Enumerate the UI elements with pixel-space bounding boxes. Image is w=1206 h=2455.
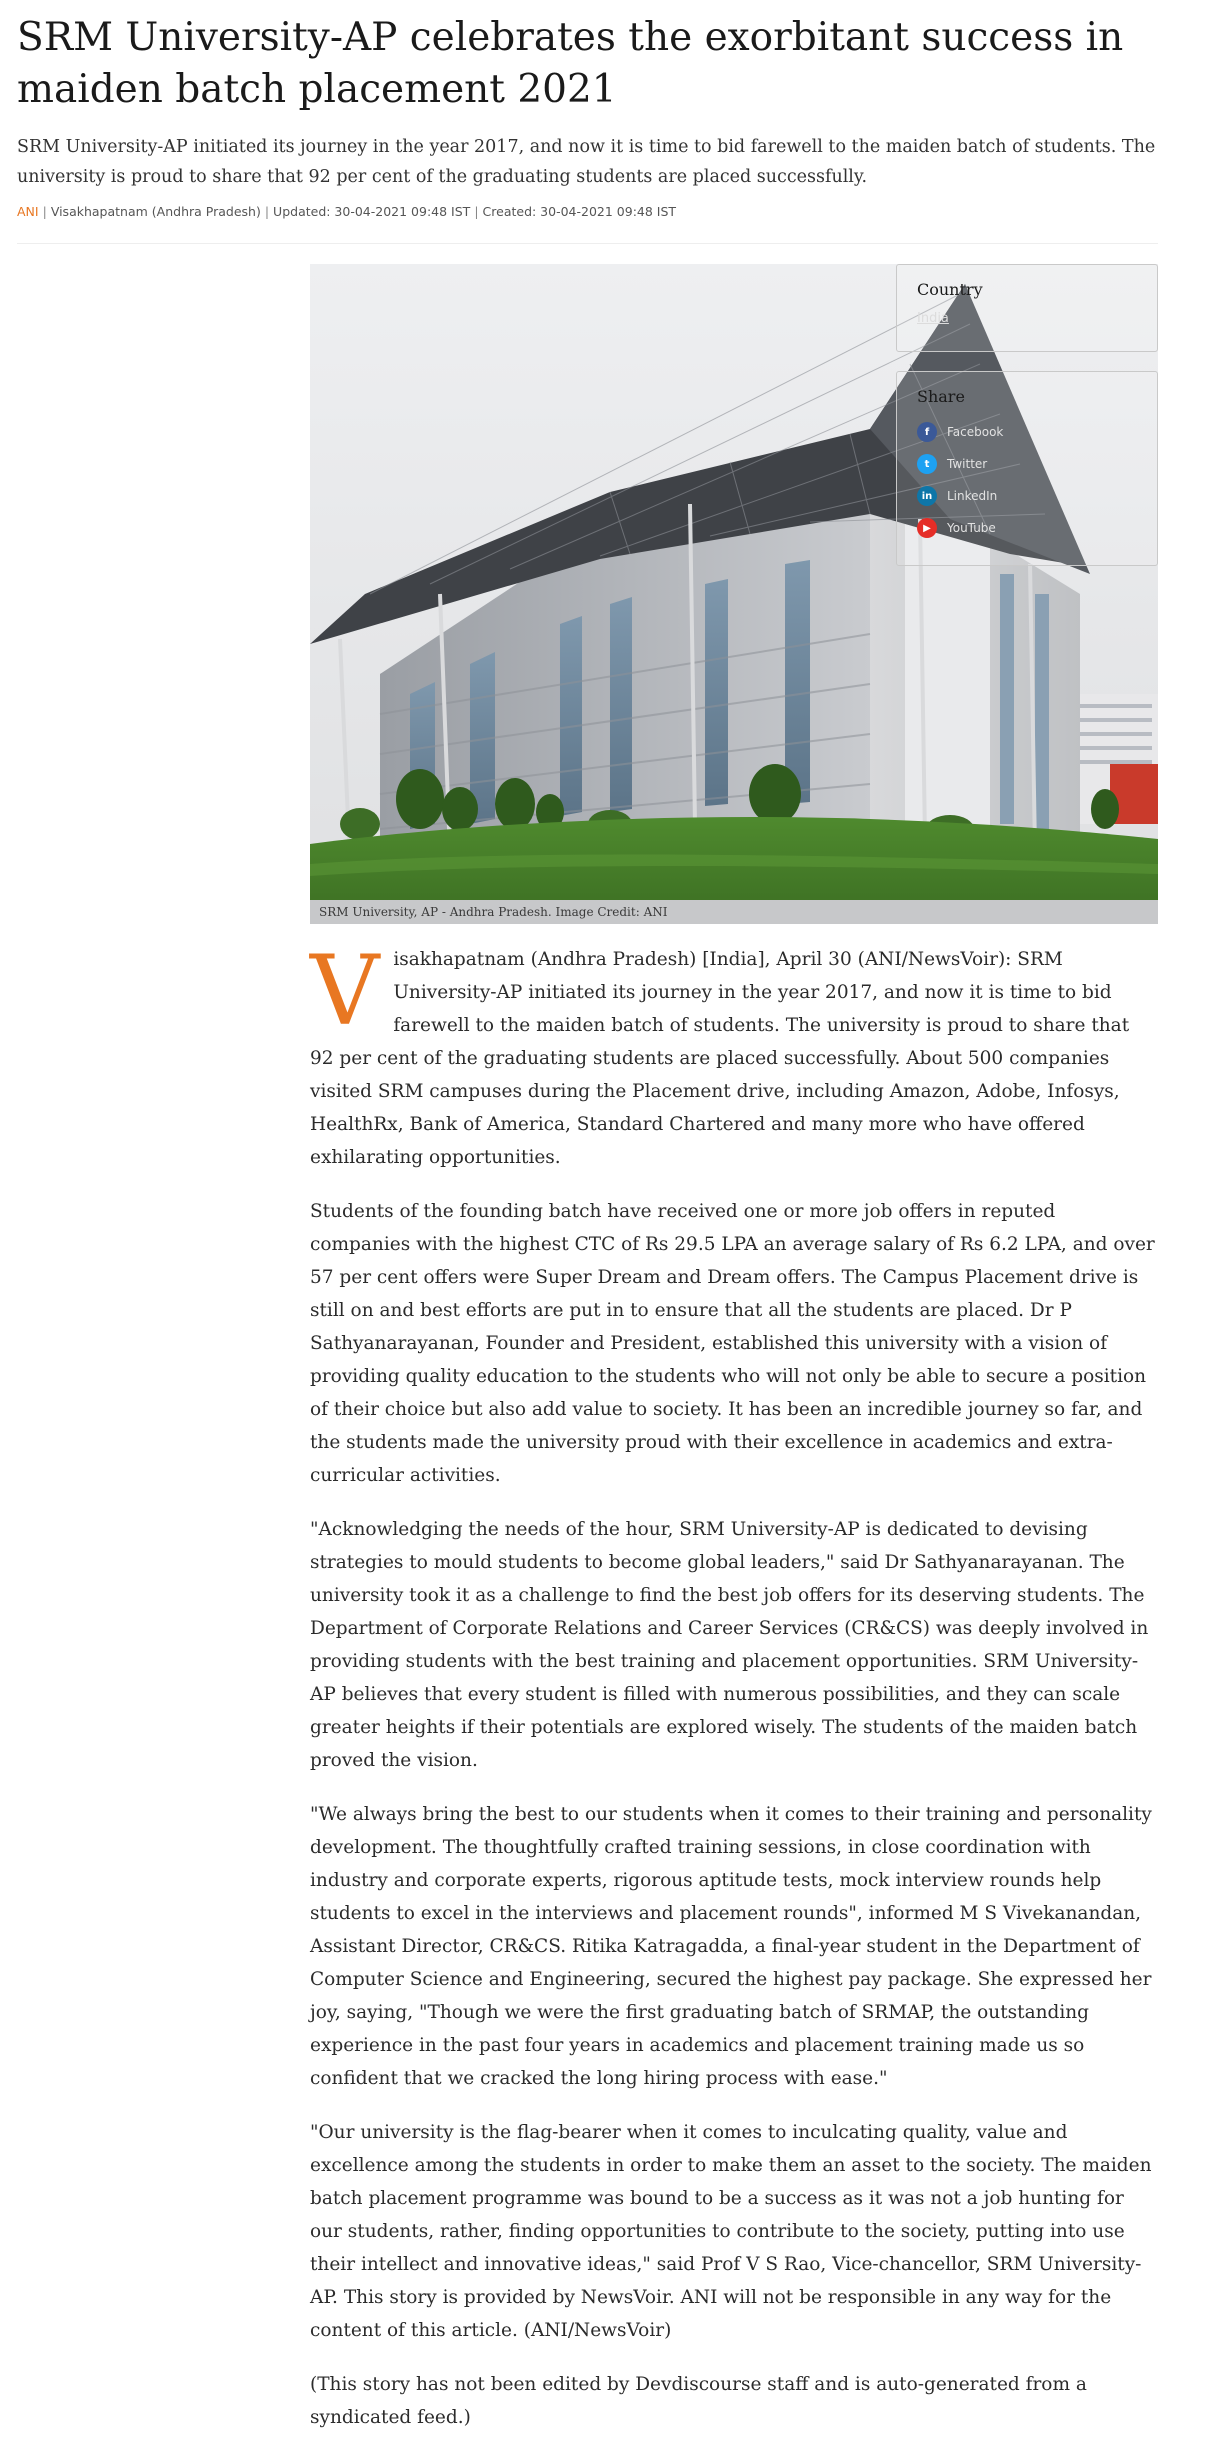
campus-building-illustration [310, 264, 1158, 924]
article-paragraph [310, 935, 1158, 1174]
byline-created: Created: 30-04-2021 09:48 IST [482, 204, 677, 219]
country-title: Country [917, 280, 983, 299]
paragraph-text: isakhapatnam (Andhra Pradesh) [India], April 30 (ANI/NewsVoir): SRM University-AP initiated its journey in the year 2017, and now it is time to bid farewell to the maiden batch of students. The university is proud to share that 92 per cent of the graduating students are placed successfully. About 500 companies visited SRM campuses during the Placement drive, including Amazon, Adobe, Infosys, HealthRx, Bank of America, Standard Chartered and many more who have offered exhilarating opportunities. [310, 949, 1130, 1168]
facebook-icon: f [917, 422, 937, 442]
twitter-icon: t [917, 454, 937, 474]
share-facebook[interactable] [917, 421, 1003, 443]
article-paragraph: "Our university is the flag-bearer when it comes to inculcating quality, value and excellence among the students in order to make them an asset to the society. The maiden batch placement programme was bound to be a success as it was not a job hunting for our students, rather, finding opportunities to contribute to the society, putting into use their intellect and innovative ideas," said Prof V S Rao, Vice-chancellor, SRM University-AP. This story is provided by NewsVoir. ANI will not be responsible in any way for the content of this article. (ANI/NewsVoir) [310, 2122, 1152, 2341]
share-linkedin[interactable] [917, 485, 997, 507]
share-label: Facebook [947, 425, 1004, 439]
country-box [896, 264, 1158, 352]
article-paragraph: "We always bring the best to our students when it comes to their training and personality development. The thoughtfully crafted training sessions, in close coordination with industry and corporate experts, rigorous aptitude tests, mock interview rounds help students to excel in the interviews and placement rounds", informed M S Vivekanandan, Assistant Director, CR&CS. Ritika Katragadda, a final-year student in the Department of Computer Science and Engineering, secured the highest pay package. She expressed her joy, saying, "Though we were the first graduating batch of SRMAP, the outstanding experience in the past four years in academics and placement training made us so confident that we cracked the long hiring process with ease." [310, 1804, 1152, 2089]
youtube-icon: ▶ [917, 518, 937, 538]
drop-cap: V [310, 935, 380, 1047]
article-paragraph: Students of the founding batch have received one or more job offers in reputed companies with the highest CTC of Rs 29.5 LPA an average salary of Rs 6.2 LPA, and over 57 per cent offers were Super Dream and Dream offers. The Campus Placement drive is still on and best efforts are put in to ensure that all the students are placed. Dr P Sathyanarayanan, Founder and President, established this university with a vision of providing quality education to the students who will not only be able to secure a position of their choice but also add value to society. It has been an incredible journey so far, and the students made the university proud with their excellence in academics and extra-curricular activities. [310, 1201, 1155, 1486]
article-disclaimer: (This story has not been edited by Devdiscourse staff and is auto-generated from a syndicated feed.) [310, 2374, 1087, 2428]
article-headline: SRM University-AP celebrates the exorbitant success in maiden batch placement 2021 [17, 15, 1124, 112]
linkedin-icon: in [917, 486, 937, 506]
share-youtube[interactable] [917, 517, 996, 539]
header-divider [17, 243, 1158, 244]
share-label: LinkedIn [947, 489, 998, 503]
country-link[interactable]: India [917, 311, 949, 326]
hero-image [310, 264, 1158, 924]
article-paragraph: "Acknowledging the needs of the hour, SRM University-AP is dedicated to devising strategies to mould students to become global leaders," said Dr Sathyanarayanan. The university took it as a challenge to find the best job offers for its deserving students. The Department of Corporate Relations and Career Services (CR&CS) was deeply involved in providing students with the best training and placement opportunities. SRM University-AP believes that every student is filled with numerous possibilities, and they can scale greater heights if their potentials are explored wisely. The students of the maiden batch proved the vision. [310, 1519, 1149, 1771]
share-box [896, 371, 1158, 566]
source-link[interactable]: ANI [17, 204, 39, 219]
article-summary: SRM University-AP initiated its journey in the year 2017, and now it is time to bid farewell to the maiden batch of students. The university is proud to share that 92 per cent of the graduating students are placed successfully. [17, 137, 1156, 187]
share-label: Twitter [947, 457, 988, 471]
share-label: YouTube [947, 521, 996, 535]
share-twitter[interactable] [917, 453, 987, 475]
article-body [310, 935, 1158, 2455]
byline-updated: Updated: 30-04-2021 09:48 IST [273, 204, 471, 219]
share-title: Share [917, 387, 965, 406]
image-caption: SRM University, AP - Andhra Pradesh. Image Credit: ANI [310, 900, 1158, 924]
byline: ANI | Visakhapatnam (Andhra Pradesh) | Updated: 30-04-2021 09:48 IST | Created: 30-04-2021 09:48 IST [17, 204, 677, 219]
byline-location: Visakhapatnam (Andhra Pradesh) [50, 204, 261, 219]
